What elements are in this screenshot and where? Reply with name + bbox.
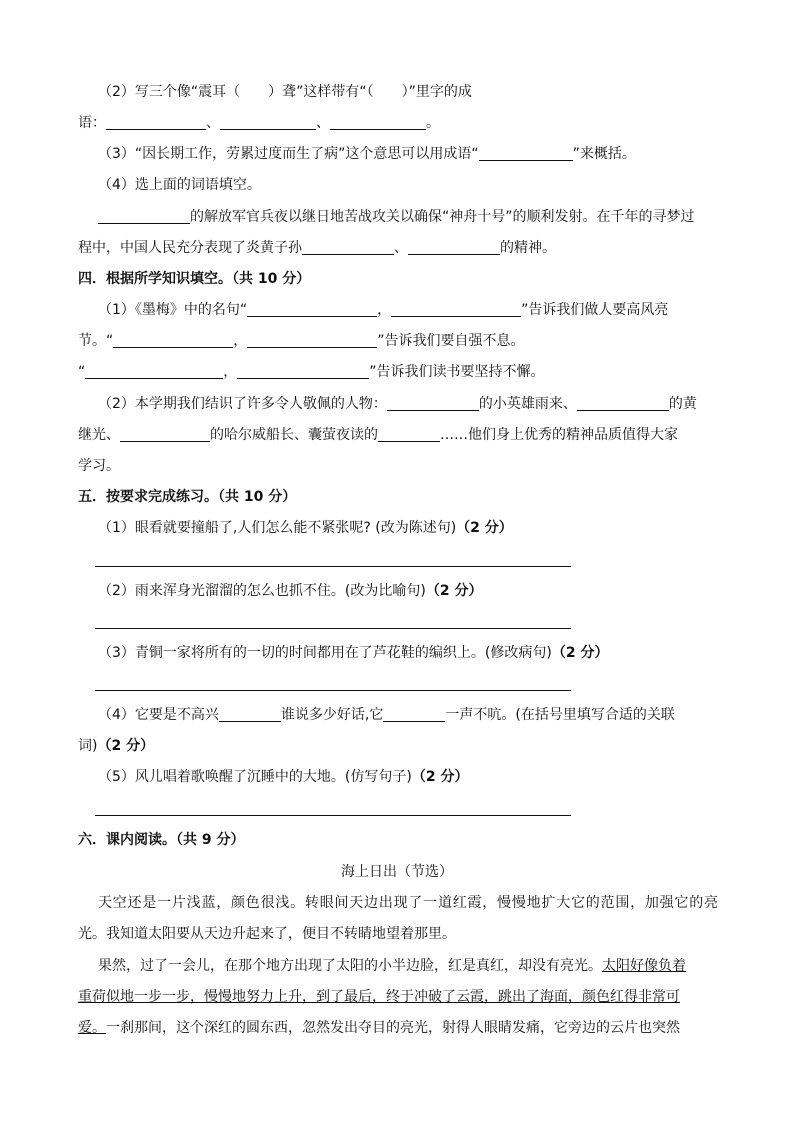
- s5-q2: [98, 581, 718, 601]
- answer-blank[interactable]: [330, 115, 426, 130]
- answer-line[interactable]: [95, 566, 571, 567]
- score-label: （2 分）: [456, 520, 513, 536]
- answer-blank[interactable]: [247, 333, 377, 348]
- s3-q2-prefix: 语：: [78, 115, 106, 131]
- s4-q1-line3: [78, 362, 718, 382]
- answer-line[interactable]: [95, 815, 571, 816]
- s4-text: ”告诉我们做人要高风亮: [521, 302, 669, 318]
- s4-q2-line2: [78, 425, 718, 445]
- s5-q3-text: （3）青铜一家将所有的一切的时间都用在了芦花鞋的编织上。(修改病句): [98, 645, 552, 661]
- section6-heading: 六．课内阅读。（共 9 分）: [78, 832, 245, 848]
- s5-q2-text: （2）雨来浑身光溜溜的怎么也抓不住。(改为比喻句): [98, 583, 426, 599]
- separator: 、: [316, 115, 330, 131]
- s4-text: 的黄: [668, 396, 697, 412]
- s4-text: 的哈尔威船长、囊萤夜读的: [210, 427, 378, 443]
- period: 。: [426, 115, 440, 131]
- s4-q2-line1: [98, 394, 718, 414]
- s5-q4-text: 词): [78, 738, 98, 754]
- s3-q2-line2: [78, 113, 718, 133]
- answer-blank[interactable]: [302, 240, 394, 255]
- answer-blank[interactable]: [391, 302, 521, 317]
- separator: 、: [206, 115, 220, 131]
- passage-title: 海上日出（节选）: [341, 864, 453, 880]
- s4-text: “: [78, 364, 86, 380]
- score-label: （2 分）: [551, 645, 609, 661]
- s3-q3: [98, 144, 718, 164]
- underlined-sentence: 爱。: [78, 1020, 106, 1036]
- answer-blank[interactable]: [85, 364, 223, 379]
- passage-line: 天空还是一片浅蓝，颜色很浅。转眼间天边出现了一道红霞，慢慢地扩大它的范围，加强它的亮: [98, 895, 718, 911]
- s3-q4-line2: [78, 238, 718, 258]
- s4-text: 继光、: [78, 427, 120, 443]
- answer-line[interactable]: [95, 690, 571, 691]
- s5-q5-text: （5）风儿唱着歌唤醒了沉睡中的大地。(仿写句子): [98, 769, 412, 785]
- separator: ，: [233, 333, 248, 349]
- s5-q4-text: （4）它要是不高兴: [98, 707, 219, 723]
- s4-q2-line3: 学习。: [78, 458, 120, 474]
- s3-q4-text: 的精神。: [500, 240, 556, 256]
- s3-q4-line1: [98, 207, 718, 227]
- passage-line: [78, 987, 718, 1007]
- answer-blank[interactable]: [247, 302, 377, 317]
- s4-text: 节。“: [78, 333, 114, 349]
- underlined-sentence: 太阳好像负着: [602, 958, 686, 974]
- s3-q3-text: （3）“因长期工作，劳累过度而生了病”这个意思可以用成语“: [98, 146, 479, 162]
- s4-text: ……他们身上优秀的精神品质值得大家: [440, 427, 678, 443]
- score-label: （2 分）: [411, 769, 469, 785]
- answer-blank[interactable]: [219, 707, 281, 722]
- separator: ，: [223, 364, 238, 380]
- answer-blank[interactable]: [106, 115, 206, 130]
- s4-q1-line1: [98, 300, 718, 320]
- score-label: （2 分）: [97, 738, 155, 754]
- answer-blank[interactable]: [98, 209, 190, 224]
- s5-q4-line1: [98, 705, 718, 725]
- passage-line: 光。我知道太阳要从天边升起来了，便目不转睛地望着那里。: [78, 926, 456, 942]
- answer-blank[interactable]: [120, 427, 210, 442]
- answer-blank[interactable]: [408, 240, 500, 255]
- passage-text: 一刹那间，这个深红的圆东西，忽然发出夺目的亮光，射得人眼睛发痛，它旁边的云片也突然: [106, 1020, 680, 1036]
- s4-text: （1）《墨梅》中的名句“: [98, 302, 248, 318]
- s4-text: ”告诉我们读书要坚持不懈。: [369, 364, 545, 380]
- answer-blank[interactable]: [479, 146, 573, 161]
- answer-blank[interactable]: [383, 707, 445, 722]
- s3-q4-text: 程中，中国人民充分表现了炎黄子孙: [78, 240, 302, 256]
- s4-q1-line2: [78, 331, 718, 351]
- passage-text: 果然，过了一会儿，在那个地方出现了太阳的小半边脸，红是真红，却没有亮光。: [98, 958, 602, 974]
- s5-q3: [98, 643, 718, 663]
- s5-q5: [98, 767, 718, 787]
- s5-q4-line2: [78, 736, 718, 756]
- answer-blank[interactable]: [378, 427, 440, 442]
- answer-blank[interactable]: [387, 396, 479, 411]
- score-label: （2 分）: [425, 583, 483, 599]
- answer-blank[interactable]: [577, 396, 669, 411]
- passage-line: [98, 956, 718, 976]
- answer-blank[interactable]: [113, 333, 233, 348]
- answer-blank[interactable]: [220, 115, 316, 130]
- s3-q3-tail: ”来概括。: [572, 146, 636, 162]
- answer-line[interactable]: [95, 628, 571, 629]
- s3-q4-text: 的解放军官兵夜以继日地苦战攻关以确保“神舟十号”的顺利发射。在千年的寻梦过: [190, 209, 695, 225]
- s3-q2-line1: （2）写三个像“震耳（ ）聋”这样带有“（ ）”里字的成: [98, 84, 472, 100]
- separator: 、: [394, 240, 408, 256]
- s4-text: 的小英雄雨来、: [478, 396, 577, 412]
- separator: ，: [377, 302, 392, 318]
- s5-q4-text: 一声不吭。(在括号里填写合适的关联: [445, 707, 675, 723]
- s3-q4: （4）选上面的词语填空。: [98, 177, 261, 193]
- s4-text: ”告诉我们要自强不息。: [377, 333, 525, 349]
- s5-q1: [98, 518, 718, 538]
- s5-q4-text: 谁说多少好话,它: [280, 707, 384, 723]
- s4-text: （2）本学期我们结识了许多令人敬佩的人物：: [98, 396, 387, 412]
- s5-q1-text: （1）眼看就要撞船了,人们怎么能不紧张呢? (改为陈述句): [98, 520, 457, 536]
- answer-blank[interactable]: [237, 364, 369, 379]
- passage-line: [78, 1018, 718, 1038]
- section4-heading: 四．根据所学知识填空。（共 10 分）: [78, 271, 311, 287]
- underlined-sentence: 重荷似地一步一步，慢慢地努力上升，到了最后，终于冲破了云霞，跳出了海面，颜色红得非常可: [78, 989, 680, 1005]
- section5-heading: 五．按要求完成练习。（共 10 分）: [78, 489, 297, 505]
